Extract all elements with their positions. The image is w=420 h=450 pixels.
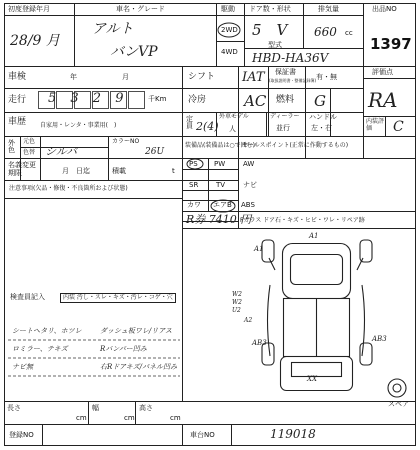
length-unit: cm: [76, 414, 87, 422]
name-change-deadline: 月 日迄: [62, 167, 90, 175]
chassis-number-label: 車台NO: [190, 431, 215, 439]
dealer-value: 並行: [276, 124, 290, 132]
capacity-unit: 人: [229, 125, 236, 133]
damage-mark: AB3: [252, 339, 267, 347]
equip-ps: PS: [189, 160, 198, 168]
drive-2wd: 2WD: [221, 26, 238, 34]
color-number-value: 26U: [145, 147, 165, 157]
sales-point-label: セールスポイント(正常に作動するもの): [242, 142, 349, 149]
mileage-unit: 千Km: [148, 95, 167, 103]
color-number-label: カラーNO: [112, 138, 140, 145]
damage-mark: W2: [232, 291, 242, 298]
remark-left-3: ナビ無: [12, 363, 33, 371]
repaint-label: 色替: [23, 149, 36, 156]
interior-condition-scale: 内装 汚し・スレ・キズ・汚レ・コゲ・穴: [60, 293, 176, 303]
history-label: 車歴: [8, 117, 27, 127]
recycle-fee: R券 7410 円: [186, 213, 252, 226]
equip-aw: AW: [243, 160, 255, 168]
mileage-label: 走行: [8, 95, 27, 105]
sales-point-items: Fガラス ドア石・キズ・ヒビ・ワレ・リペア跡: [240, 217, 365, 224]
name-change-label: 名義変更期限: [8, 161, 36, 178]
remark-right-3: 右Rドアキズ/パネル凹み: [100, 363, 177, 371]
registration-number-label: 登録NO: [9, 431, 34, 439]
damage-mark: AB3: [372, 335, 387, 343]
fuel-label: 燃料: [276, 95, 295, 105]
warranty-label: 保証書: [275, 68, 296, 76]
history-value: 自家用・レンタ・事業用( ): [40, 122, 117, 129]
ac-value: AC: [244, 92, 267, 110]
remark-left-1: シートヘタリ、ホツレ: [12, 327, 82, 335]
fuel-value: G: [314, 92, 326, 110]
score-value: RA: [368, 88, 398, 112]
inspector-label: 検査員記入: [10, 293, 45, 301]
inspection-label: 車検: [8, 72, 27, 82]
interior-score-value: C: [393, 119, 404, 135]
damage-mark: A1: [254, 245, 264, 253]
damage-mark: A2: [244, 317, 253, 324]
equip-pw: PW: [214, 160, 226, 168]
capacity-label: 定員: [186, 115, 193, 130]
import-label: 外車モデル: [219, 113, 249, 120]
damage-mark: A1: [309, 232, 319, 240]
chassis-number-value: 119018: [270, 427, 316, 441]
capacity-value: 2(4): [196, 120, 219, 133]
inspection-year: 年: [70, 73, 77, 81]
drive-4wd: 4WD: [221, 48, 238, 56]
original-color-label: 元色: [23, 138, 36, 145]
car-damage-diagram: [262, 240, 406, 397]
handle-label: ハンドル: [309, 113, 337, 121]
model-code-value: HBD-HA36V: [252, 51, 329, 65]
equip-sr: SR: [189, 181, 199, 189]
load-unit: t: [172, 167, 175, 175]
equip-airbag: エアB: [213, 201, 232, 209]
score-label: 評価点: [372, 68, 393, 76]
exterior-color-label: 外色: [8, 139, 15, 154]
load-label: 積載: [112, 167, 126, 175]
height-unit: cm: [170, 414, 181, 422]
model-code-label: 型式: [268, 41, 282, 49]
width-label: 幅: [92, 404, 99, 412]
height-label: 高さ: [139, 404, 153, 412]
shift-value: IAT: [242, 70, 265, 85]
ac-label: 冷房: [188, 95, 207, 105]
lot-number-label: 出品NO: [372, 5, 397, 13]
warranty-value: 有・無: [316, 73, 337, 81]
inspection-month: 月: [122, 73, 129, 81]
equip-tv: TV: [216, 181, 226, 189]
damage-mark: XX: [307, 375, 317, 383]
equip-abs: ABS: [241, 201, 255, 209]
equipment-title: 装備品(装備品は○で囲む): [185, 142, 255, 149]
remark-right-2: Rバンパー凹み: [100, 345, 147, 353]
remark-right-1: ダッシュ板ワレ/リアス: [100, 327, 172, 335]
equip-navi: ナビ: [243, 181, 257, 189]
lot-number-value: 1397: [370, 35, 412, 53]
damage-mark: U2: [232, 307, 241, 314]
model-name: アルト: [92, 21, 134, 37]
doors-value: 5 V: [252, 21, 288, 39]
spare-tire-label: スペア: [388, 400, 409, 408]
handle-value: 左・右: [311, 124, 332, 132]
first-registration-value: 28/9 月: [10, 33, 60, 49]
warranty-sub: (取扱説明書・整備記録簿): [269, 78, 317, 83]
remark-left-2: ロミラー、テキズ: [12, 345, 68, 353]
displacement-unit: cc: [345, 29, 353, 37]
damage-mark: W2: [232, 299, 242, 306]
displacement-value: 660: [314, 25, 337, 39]
width-unit: cm: [124, 414, 135, 422]
shift-label: シフト: [188, 72, 216, 82]
original-color-value: シルバ: [45, 145, 77, 158]
mileage-value: 5 3 2 9: [48, 91, 129, 106]
doors-label: ドア数・形状: [249, 5, 291, 13]
displacement-label: 排気量: [318, 5, 339, 13]
equip-leather: カワ: [187, 201, 201, 209]
dealer-label: ディーラー: [270, 113, 300, 120]
first-registration-label: 初度登録年月: [8, 5, 50, 13]
grade: バンVP: [110, 44, 158, 60]
length-label: 長さ: [7, 404, 21, 412]
drive-label: 駆動: [221, 5, 235, 13]
model-grade-label: 車名・グレード: [116, 5, 165, 13]
notes-label: 注意事項(欠品・修復・不良箇所および状態): [9, 185, 128, 192]
interior-score-label: 内装評価: [366, 118, 385, 132]
